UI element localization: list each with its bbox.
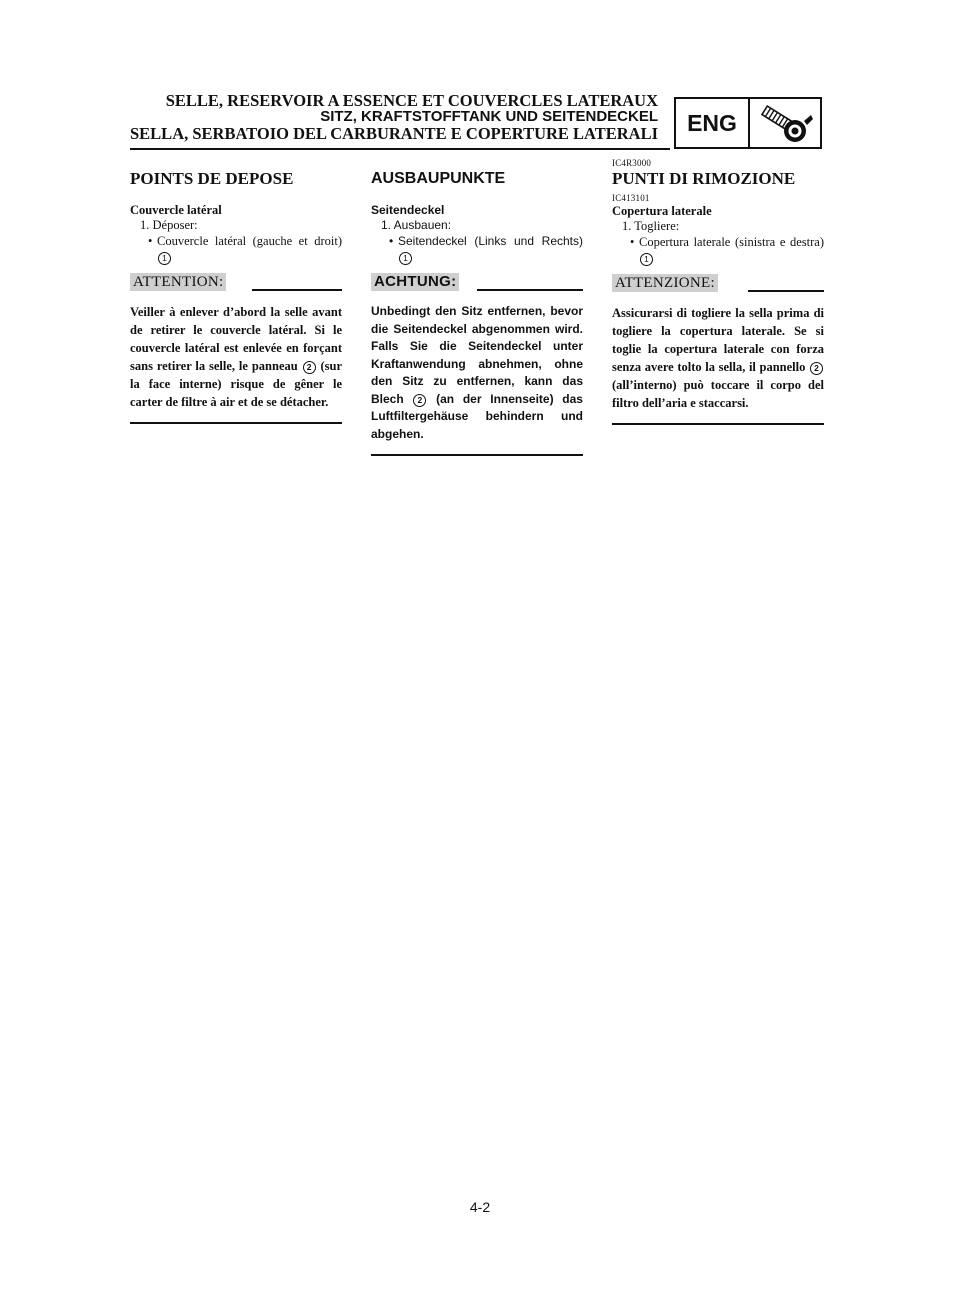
caution-rule: [252, 289, 342, 291]
document-code: IC413101: [612, 193, 650, 203]
bullet-text: Copertura laterale (sinistra e destra): [639, 235, 824, 249]
bullet-item: [130, 233, 342, 265]
part-subtitle: Seitendeckel: [371, 203, 445, 217]
bullet-icon: •: [630, 235, 635, 249]
reference-number: 1: [640, 253, 653, 266]
reference-number: 2: [413, 394, 426, 407]
reference-number: 1: [158, 252, 171, 265]
caution-label: ATTENZIONE:: [612, 274, 718, 292]
bullet-text: Couvercle latéral (gauche et droit): [157, 234, 342, 248]
step-item: 1. Ausbauen:: [381, 218, 452, 232]
step-item: 1. Déposer:: [140, 218, 198, 232]
reference-number: 2: [303, 361, 316, 374]
header-title-fr: SELLE, RESERVOIR A ESSENCE ET COUVERCLES LATERAUX: [165, 91, 658, 110]
column-italian: [612, 158, 824, 425]
caution-heading: [612, 274, 824, 294]
caution-heading: [130, 273, 342, 293]
reference-number: 2: [810, 362, 823, 375]
caution-end-rule: [130, 422, 342, 424]
page-number: 4-2: [469, 1199, 491, 1215]
eng-section-badge: [674, 97, 822, 149]
bullet-icon: •: [389, 234, 394, 248]
part-subtitle: Copertura laterale: [612, 204, 712, 218]
column-french: [130, 158, 342, 424]
reference-number: 1: [399, 252, 412, 265]
bullet-item: [612, 234, 824, 266]
step-item: 1. Togliere:: [622, 219, 680, 233]
bullet-text: Seitendeckel (Links und Rechts): [398, 234, 583, 248]
caution-label: ACHTUNG:: [371, 273, 459, 291]
header-title-it: SELLA, SERBATOIO DEL CARBURANTE E COPERTURE LATERALI: [130, 124, 658, 143]
caution-rule: [748, 290, 824, 292]
bullet-item: [371, 233, 583, 265]
caution-end-rule: [612, 423, 824, 425]
wrench-bolt-icon: [750, 99, 820, 147]
section-title: POINTS DE DEPOSE: [130, 169, 294, 188]
caution-label: ATTENTION:: [130, 273, 226, 291]
eng-label: ENG: [676, 99, 750, 147]
caution-heading: [371, 273, 583, 293]
bullet-icon: •: [148, 234, 153, 248]
section-title: AUSBAUPUNKTE: [371, 170, 506, 187]
section-title: PUNTI DI RIMOZIONE: [612, 169, 796, 188]
column-german: [371, 158, 583, 456]
caution-text: Assicurarsi di togliere la sella prima di togliere la copertura laterale. Se si toglie la copertura laterale con forza senza avere tolto la sella, il pannello 2 (all’interno) può toccare il corpo del filtro dell’aria e staccarsi.: [612, 306, 824, 410]
document-code: IC4R3000: [612, 158, 652, 168]
caution-text: Veiller à enlever d’abord la selle avant de retirer le couvercle latéral. Si le couvercle latéral est enlevée en forçant sans retirer la selle, le panneau 2 (sur la face interne) risque de gêner le carter de filtre à air et de se détacher.: [130, 305, 343, 409]
caution-rule: [477, 289, 583, 291]
caution-end-rule: [371, 454, 583, 456]
caution-text: Unbedingt den Sitz entfernen, bevor die Seitendeckel abgenommen wird. Falls Sie die Seitendeckel unter Kraftanwendung abnehmen, ohne den Sitz zu entfernen, kann das Blech 2 (an der Innenseite) das Luftfiltergehäuse behindern und abgehen.: [371, 304, 583, 441]
header-title-de: SITZ, KRAFTSTOFFTANK UND SEITENDECKEL: [320, 108, 658, 125]
header-rule: [130, 148, 670, 150]
part-subtitle: Couvercle latéral: [130, 203, 222, 217]
